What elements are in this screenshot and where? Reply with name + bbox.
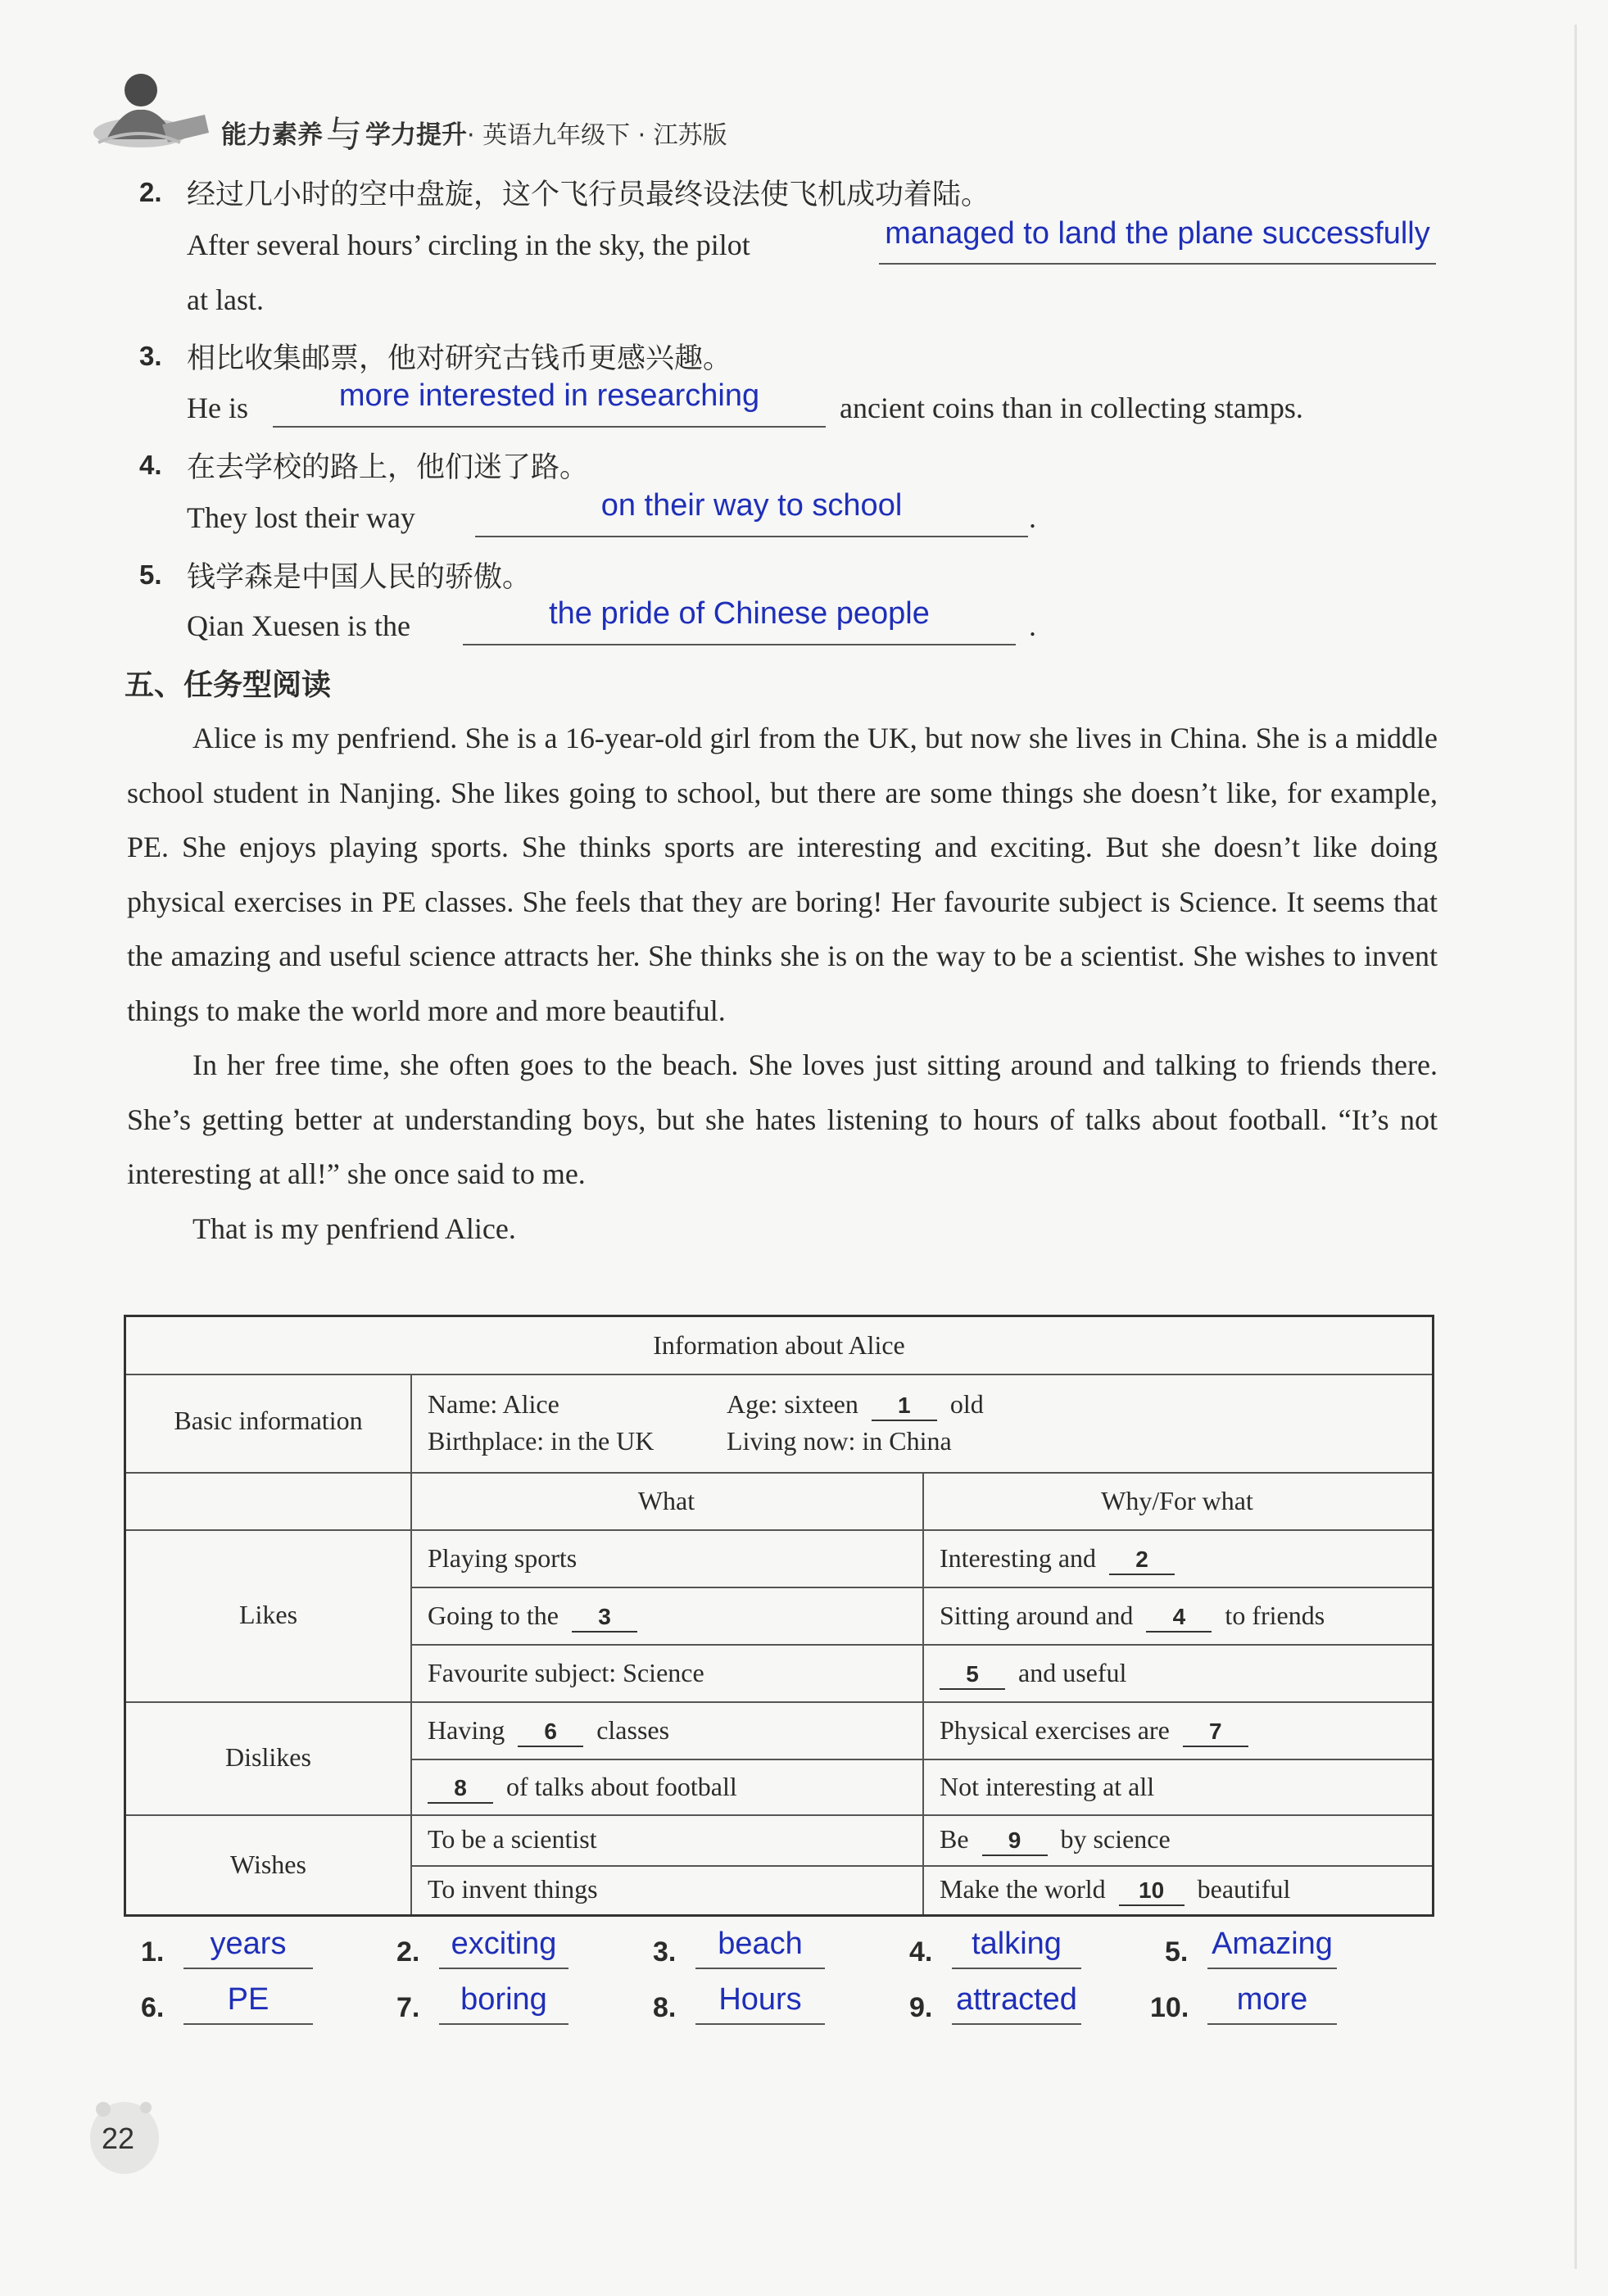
item-prefix: He is: [187, 392, 248, 424]
answer-text: PE: [227, 1982, 270, 2017]
table-title: Information about Alice: [653, 1330, 905, 1360]
answer-blank[interactable]: [952, 2023, 1081, 2025]
column-header-what: What: [637, 1486, 695, 1515]
why-text-after: to friends: [1225, 1601, 1325, 1630]
blank-7[interactable]: 7: [1183, 1718, 1248, 1747]
blank-5[interactable]: 5: [940, 1660, 1005, 1690]
dislikes-what: [428, 1772, 737, 1804]
row-label-basic: Basic information: [174, 1406, 363, 1435]
answer-text: more interested in researching: [338, 378, 760, 413]
answer-item: [396, 1927, 573, 1976]
likes-what: [428, 1601, 637, 1633]
item-chinese: 经过几小时的空中盘旋，这个飞行员最终设法使飞机成功着陆。: [187, 179, 990, 211]
answer-blank[interactable]: [695, 1968, 825, 1969]
answer-text: attracted: [956, 1982, 1077, 2017]
item-number: 3.: [139, 341, 162, 371]
answer-item: [141, 1927, 317, 1976]
answer-blank[interactable]: [1207, 1968, 1337, 1969]
basic-birthplace: Birthplace: in the UK: [428, 1426, 655, 1456]
passage-paragraph: In her free time, she often goes to the beach. She loves just sitting around and talking to friends there. She’s getting better at understanding boys, but she hates listening to hours of talks about football. “It’s not interesting at all!” she once said to me.: [127, 1048, 1438, 1190]
wishes-what: To invent things: [428, 1874, 598, 1904]
answer-item: [396, 1982, 573, 2031]
likes-why: [940, 1658, 1126, 1690]
why-text-after: by science: [1060, 1824, 1171, 1854]
item-number: 4.: [139, 450, 162, 480]
what-text-after: classes: [596, 1715, 670, 1745]
answer-blank[interactable]: [183, 1968, 313, 1969]
answer-number: 1.: [141, 1936, 165, 1968]
age-suffix: old: [949, 1389, 984, 1419]
answer-text: Hours: [718, 1982, 802, 2017]
likes-why: [940, 1543, 1175, 1575]
why-text: Make the world: [940, 1874, 1106, 1904]
why-text-after: beautiful: [1197, 1874, 1291, 1904]
item-chinese: 相比收集邮票，他对研究古钱币更感兴趣。: [187, 342, 732, 375]
item-prefix: After several hours’ circling in the sky, the pilot: [187, 229, 750, 261]
answer-text: Amazing: [1212, 1927, 1333, 1961]
row-label-wishes: Wishes: [230, 1850, 306, 1879]
what-text-after: of talks about football: [506, 1772, 737, 1801]
answer-text: managed to land the plane successfully: [885, 216, 1430, 251]
wishes-why: [940, 1874, 1290, 1906]
header-subtitle: · 英语九年级下 · 江苏版: [467, 121, 727, 150]
blank-6[interactable]: 6: [518, 1718, 583, 1747]
why-text: Physical exercises are: [940, 1715, 1170, 1745]
answer-text: more: [1236, 1982, 1308, 2017]
answer-item: [141, 1982, 317, 2031]
answer-blank[interactable]: [439, 2023, 568, 2025]
answer-text: talking: [972, 1927, 1062, 1961]
what-text: Going to the: [428, 1601, 559, 1630]
answer-text: beach: [718, 1927, 803, 1961]
item-suffix: ancient coins than in collecting stamps.: [840, 392, 1303, 424]
answer-number: 7.: [396, 1992, 420, 2023]
item-line2: at last.: [187, 283, 264, 316]
age-prefix: Age: sixteen: [727, 1389, 858, 1419]
page-edge: [1574, 25, 1577, 2269]
answer-blank[interactable]: [183, 2023, 313, 2025]
item-number: 5.: [139, 559, 162, 590]
item-number: 2.: [139, 177, 162, 207]
reading-passage: [127, 711, 1438, 1256]
passage-paragraph: Alice is my penfriend. She is a 16-year-old girl from the UK, but now she lives in China. She is a middle school student in Nanjing. She likes going to school, but there are some things she doesn’t like, for example, PE. She enjoys playing sports. She thinks sports are interesting and exciting. But she doesn’t like doing physical exercises in PE classes. She feels that they are boring! Her favourite subject is Science. It seems that the amazing and useful science attracts her. She thinks she is on the way to be a scientist. She wishes to invent things to make the world more and more beautiful.: [127, 722, 1438, 1027]
page-number: 22: [102, 2122, 135, 2155]
answer-number: 6.: [141, 1992, 165, 2023]
header-title-left: 能力素养: [221, 120, 323, 150]
blank-8[interactable]: 8: [428, 1774, 493, 1804]
header-title: [221, 105, 727, 157]
blank-1[interactable]: 1: [872, 1392, 937, 1421]
answer-item: [909, 1927, 1085, 1976]
section-title: 五、任务型阅读: [125, 668, 332, 702]
blank-10[interactable]: 10: [1119, 1877, 1184, 1906]
row-label-dislikes: Dislikes: [225, 1742, 311, 1772]
answer-number: 2.: [396, 1936, 420, 1968]
answer-number: 9.: [909, 1992, 933, 2023]
dislikes-why: Not interesting at all: [940, 1772, 1155, 1801]
item-prefix: They lost their way: [187, 501, 415, 534]
answer-blank[interactable]: [952, 1968, 1081, 1969]
answer-item: [1165, 1927, 1341, 1976]
answer-blank[interactable]: [695, 2023, 825, 2025]
blank-4[interactable]: 4: [1146, 1603, 1212, 1633]
row-label-likes: Likes: [238, 1600, 298, 1629]
what-text: Having: [428, 1715, 505, 1745]
answer-text: years: [210, 1927, 287, 1961]
wishes-what: To be a scientist: [428, 1824, 597, 1854]
header-title-yu: 与: [326, 114, 362, 156]
why-text: Be: [940, 1824, 969, 1854]
answer-item: [653, 1927, 829, 1976]
answer-number: 3.: [653, 1936, 677, 1968]
basic-age: [727, 1389, 984, 1421]
answer-text: on their way to school: [600, 488, 903, 523]
answer-text: exciting: [451, 1927, 557, 1961]
item-suffix: .: [1029, 501, 1036, 534]
likes-what: Playing sports: [428, 1543, 578, 1573]
answer-number: 5.: [1165, 1936, 1189, 1968]
reading-student-logo: [90, 67, 213, 157]
answer-item: [653, 1982, 829, 2031]
header-title-right: 学力提升: [365, 120, 467, 150]
why-text: Sitting around and: [940, 1601, 1134, 1630]
dislikes-what: [428, 1715, 669, 1747]
item-chinese: 在去学校的路上，他们迷了路。: [187, 451, 589, 484]
dislikes-why: [940, 1715, 1248, 1747]
wishes-why: [940, 1824, 1171, 1856]
column-header-why: Why/For what: [1101, 1486, 1253, 1515]
answer-text: boring: [460, 1982, 547, 2017]
basic-living: Living now: in China: [727, 1426, 952, 1456]
answer-item: [909, 1982, 1085, 2031]
passage-paragraph: That is my penfriend Alice.: [193, 1211, 516, 1245]
answer-blank[interactable]: [1207, 2023, 1337, 2025]
blank-9[interactable]: 9: [982, 1827, 1048, 1856]
likes-why: [940, 1601, 1325, 1633]
answer-item: [1150, 1982, 1343, 2031]
why-text: Interesting and: [940, 1543, 1097, 1573]
blank-3[interactable]: 3: [572, 1603, 637, 1633]
answer-number: 8.: [653, 1992, 677, 2023]
info-table: [124, 1315, 1434, 1917]
likes-what: Favourite subject: Science: [428, 1658, 704, 1687]
basic-name: Name: Alice: [428, 1389, 559, 1419]
item-suffix: .: [1029, 609, 1036, 642]
answer-number: 4.: [909, 1936, 933, 1968]
blank-2[interactable]: 2: [1109, 1546, 1175, 1575]
why-text-after: and useful: [1018, 1658, 1127, 1687]
item-chinese: 钱学森是中国人民的骄傲。: [187, 561, 532, 594]
answer-number: 10.: [1150, 1992, 1189, 2023]
item-prefix: Qian Xuesen is the: [187, 609, 410, 642]
answer-text: the pride of Chinese people: [549, 596, 930, 631]
answer-blank[interactable]: [439, 1968, 568, 1969]
